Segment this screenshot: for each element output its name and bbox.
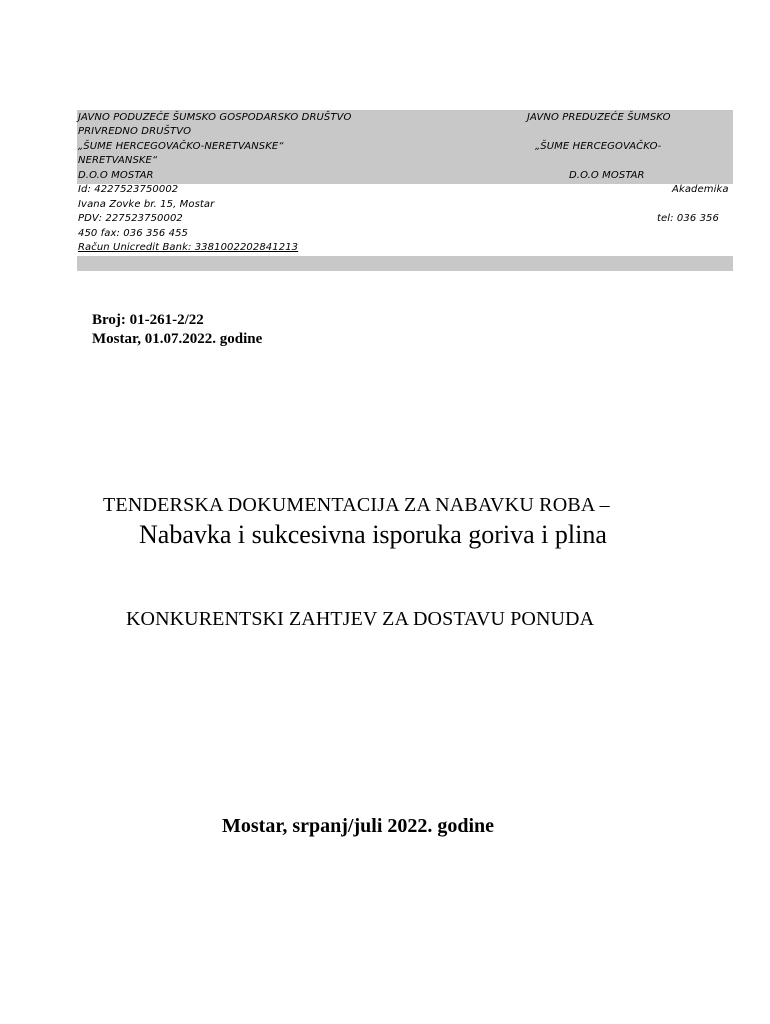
company-vat: PDV: 227523750002 — [78, 213, 183, 224]
letterhead-right-line-2: „ŠUME HERCEGOVAČKO- — [535, 141, 662, 152]
letterhead-left-line-3: „ŠUME HERCEGOVAČKO-NERETVANSKE“ — [78, 141, 284, 152]
document-title: TENDERSKA DOKUMENTACIJA ZA NABAVKU ROBA – — [103, 494, 610, 516]
letterhead-left-line-5: D.O.O MOSTAR — [78, 170, 154, 181]
letterhead-right-line-1: JAVNO PREDUZEĆE ŠUMSKO — [527, 112, 671, 123]
letterhead-right-line-3: D.O.O MOSTAR — [569, 170, 645, 181]
document-subtitle: KONKURENTSKI ZAHTJEV ZA DOSTAVU PONUDA — [126, 608, 595, 630]
reference-number: Broj: 01-261-2/22 — [92, 312, 204, 328]
company-bank-account: Račun Unicredit Bank: 3381002202841213 — [78, 242, 299, 253]
company-phone: tel: 036 356 — [657, 213, 719, 224]
reference-place-date: Mostar, 01.07.2022. godine — [92, 331, 263, 347]
footer-place-date: Mostar, srpanj/juli 2022. godine — [222, 815, 495, 837]
letterhead-left-line-4: NERETVANSKE“ — [78, 155, 158, 166]
company-fax: 450 fax: 036 356 455 — [78, 228, 188, 239]
letterhead-right-line-4: Akademika — [672, 184, 729, 195]
header-shading-bottom — [77, 256, 733, 271]
company-id: Id: 4227523750002 — [78, 184, 179, 195]
document-subject: Nabavka i sukcesivna isporuka goriva i plina — [139, 520, 607, 549]
letterhead-left-line-1: JAVNO PODUZEĆE ŠUMSKO GOSPODARSKO DRUŠTVO — [78, 112, 352, 123]
company-address: Ivana Zovke br. 15, Mostar — [78, 199, 215, 210]
letterhead-left-line-2: PRIVREDNO DRUŠTVO — [78, 126, 192, 137]
